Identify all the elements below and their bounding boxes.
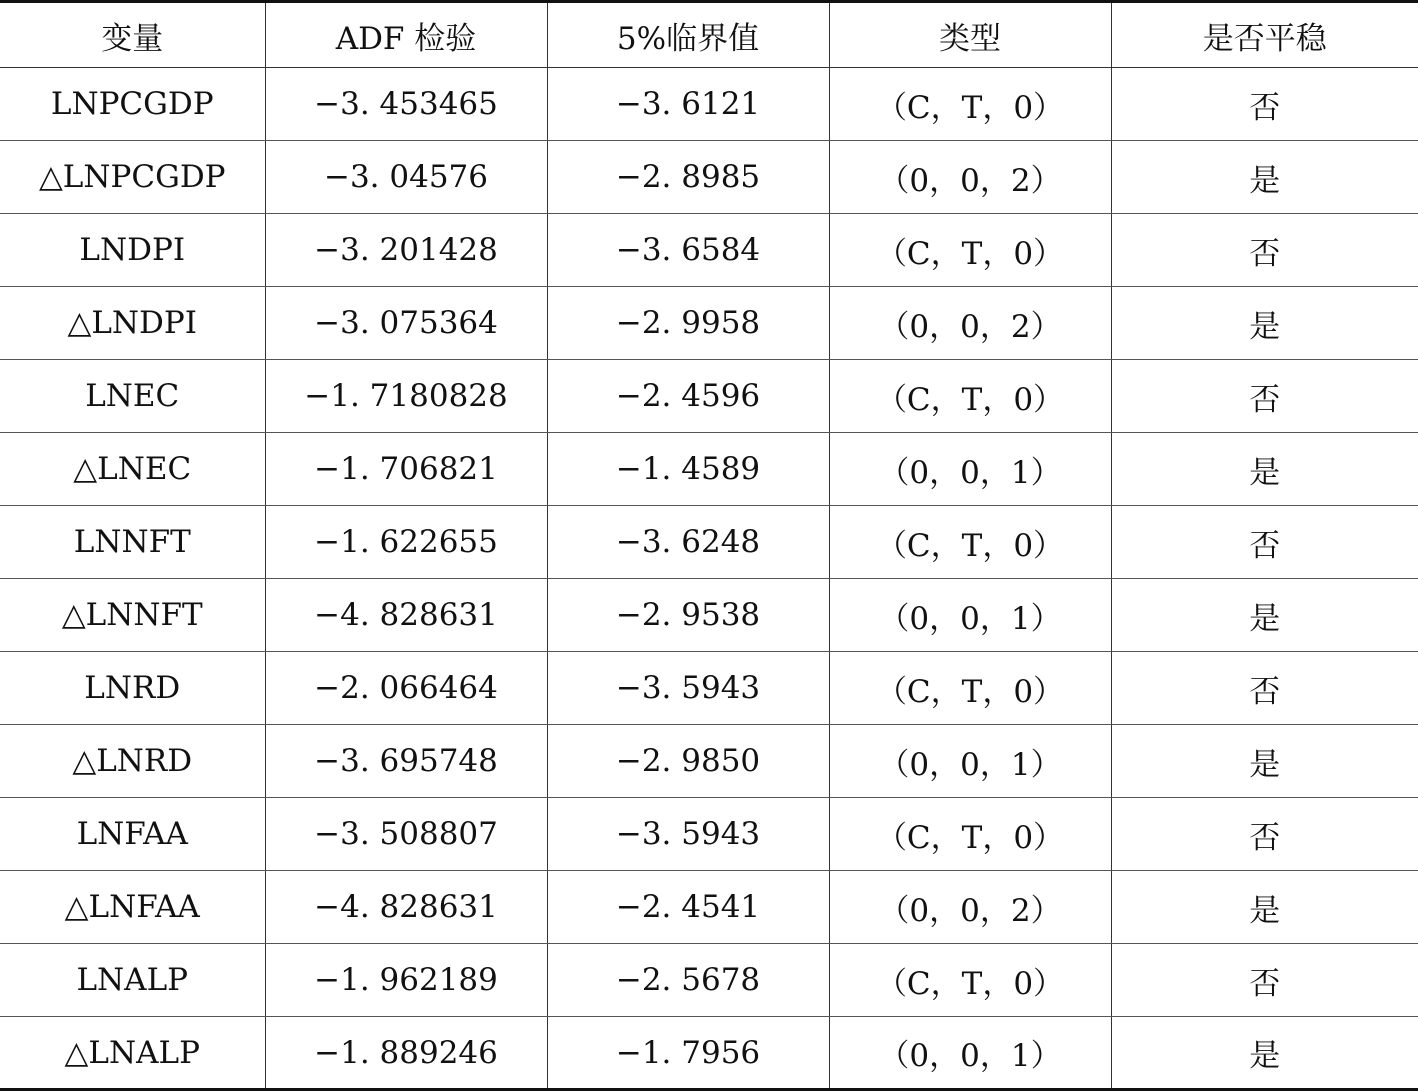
cell-adf-value: −1. 962189 bbox=[265, 944, 547, 1017]
table-row bbox=[0, 141, 1418, 214]
cell-critical-value: −1. 4589 bbox=[547, 433, 829, 506]
cell-variable: △LNPCGDP bbox=[0, 141, 265, 214]
cell-stationary: 否 bbox=[1111, 68, 1418, 141]
header-type: 类型 bbox=[829, 2, 1111, 68]
cell-variable: △LNALP bbox=[0, 1017, 265, 1090]
cell-variable: △LNRD bbox=[0, 725, 265, 798]
cell-adf-value: −3. 453465 bbox=[265, 68, 547, 141]
cell-stationary: 否 bbox=[1111, 798, 1418, 871]
cell-type: （0，0，1） bbox=[829, 579, 1111, 652]
cell-adf-value: −4. 828631 bbox=[265, 579, 547, 652]
cell-critical-value: −3. 5943 bbox=[547, 652, 829, 725]
cell-critical-value: −3. 6584 bbox=[547, 214, 829, 287]
cell-type: （0，0，2） bbox=[829, 287, 1111, 360]
cell-adf-value: −3. 201428 bbox=[265, 214, 547, 287]
cell-type: （C，T，0） bbox=[829, 798, 1111, 871]
cell-critical-value: −2. 8985 bbox=[547, 141, 829, 214]
cell-variable: LNEC bbox=[0, 360, 265, 433]
cell-stationary: 是 bbox=[1111, 871, 1418, 944]
cell-type: （0，0，1） bbox=[829, 1017, 1111, 1090]
cell-stationary: 是 bbox=[1111, 433, 1418, 506]
cell-adf-value: −3. 04576 bbox=[265, 141, 547, 214]
cell-critical-value: −3. 6248 bbox=[547, 506, 829, 579]
table-row bbox=[0, 68, 1418, 141]
cell-type: （0，0，1） bbox=[829, 725, 1111, 798]
table-row bbox=[0, 944, 1418, 1017]
cell-critical-value: −3. 5943 bbox=[547, 798, 829, 871]
cell-adf-value: −3. 075364 bbox=[265, 287, 547, 360]
table-header bbox=[0, 2, 1418, 68]
cell-adf-value: −3. 695748 bbox=[265, 725, 547, 798]
cell-variable: LNDPI bbox=[0, 214, 265, 287]
cell-variable: LNPCGDP bbox=[0, 68, 265, 141]
cell-variable: △LNDPI bbox=[0, 287, 265, 360]
cell-adf-value: −4. 828631 bbox=[265, 871, 547, 944]
cell-type: （C，T，0） bbox=[829, 360, 1111, 433]
cell-critical-value: −2. 4596 bbox=[547, 360, 829, 433]
table-row bbox=[0, 360, 1418, 433]
header-stationary: 是否平稳 bbox=[1111, 2, 1418, 68]
cell-variable: LNFAA bbox=[0, 798, 265, 871]
table-row bbox=[0, 725, 1418, 798]
cell-critical-value: −1. 7956 bbox=[547, 1017, 829, 1090]
cell-type: （C，T，0） bbox=[829, 944, 1111, 1017]
cell-stationary: 否 bbox=[1111, 214, 1418, 287]
table-row bbox=[0, 287, 1418, 360]
table-row bbox=[0, 214, 1418, 287]
table-row bbox=[0, 652, 1418, 725]
table-row bbox=[0, 871, 1418, 944]
cell-critical-value: −2. 5678 bbox=[547, 944, 829, 1017]
table-row bbox=[0, 433, 1418, 506]
cell-variable: △LNFAA bbox=[0, 871, 265, 944]
cell-critical-value: −2. 9958 bbox=[547, 287, 829, 360]
cell-stationary: 否 bbox=[1111, 506, 1418, 579]
table-row bbox=[0, 579, 1418, 652]
cell-type: （C，T，0） bbox=[829, 214, 1111, 287]
cell-variable: LNALP bbox=[0, 944, 265, 1017]
table-row bbox=[0, 798, 1418, 871]
cell-type: （C，T，0） bbox=[829, 68, 1111, 141]
table-row bbox=[0, 506, 1418, 579]
header-variable: 变量 bbox=[0, 2, 265, 68]
cell-type: （0，0，1） bbox=[829, 433, 1111, 506]
table-body bbox=[0, 68, 1418, 1090]
cell-variable: △LNNFT bbox=[0, 579, 265, 652]
cell-stationary: 否 bbox=[1111, 652, 1418, 725]
cell-variable: △LNEC bbox=[0, 433, 265, 506]
cell-adf-value: −1. 622655 bbox=[265, 506, 547, 579]
cell-stationary: 是 bbox=[1111, 287, 1418, 360]
cell-stationary: 否 bbox=[1111, 360, 1418, 433]
cell-type: （0，0，2） bbox=[829, 141, 1111, 214]
cell-type: （C，T，0） bbox=[829, 506, 1111, 579]
cell-stationary: 否 bbox=[1111, 944, 1418, 1017]
cell-stationary: 是 bbox=[1111, 725, 1418, 798]
cell-type: （0，0，2） bbox=[829, 871, 1111, 944]
cell-adf-value: −1. 706821 bbox=[265, 433, 547, 506]
cell-critical-value: −2. 9850 bbox=[547, 725, 829, 798]
cell-adf-value: −2. 066464 bbox=[265, 652, 547, 725]
cell-critical-value: −2. 4541 bbox=[547, 871, 829, 944]
cell-adf-value: −1. 889246 bbox=[265, 1017, 547, 1090]
table-row bbox=[0, 1017, 1418, 1090]
cell-stationary: 是 bbox=[1111, 1017, 1418, 1090]
cell-type: （C，T，0） bbox=[829, 652, 1111, 725]
cell-critical-value: −2. 9538 bbox=[547, 579, 829, 652]
cell-adf-value: −3. 508807 bbox=[265, 798, 547, 871]
cell-adf-value: −1. 7180828 bbox=[265, 360, 547, 433]
cell-stationary: 是 bbox=[1111, 141, 1418, 214]
header-row bbox=[0, 2, 1418, 68]
cell-variable: LNRD bbox=[0, 652, 265, 725]
header-adf-test: ADF 检验 bbox=[265, 2, 547, 68]
cell-critical-value: −3. 6121 bbox=[547, 68, 829, 141]
header-critical-value: 5%临界值 bbox=[547, 2, 829, 68]
cell-variable: LNNFT bbox=[0, 506, 265, 579]
cell-stationary: 是 bbox=[1111, 579, 1418, 652]
